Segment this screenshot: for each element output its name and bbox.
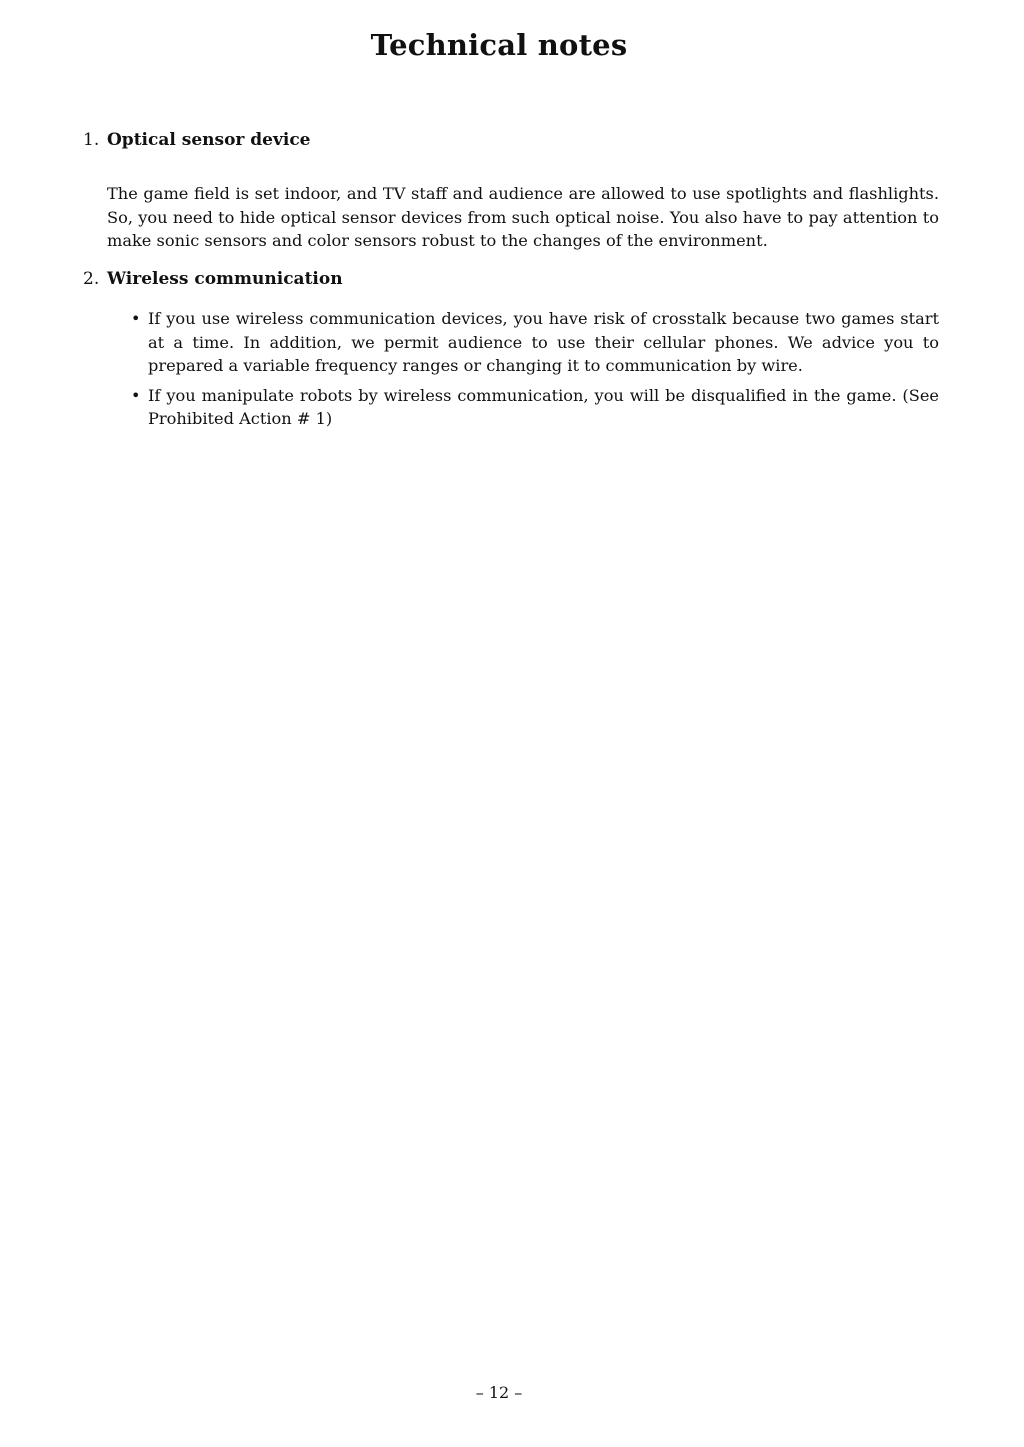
section-heading [83, 129, 939, 151]
section-number: 1. [83, 130, 100, 150]
bullet-list [83, 307, 939, 431]
section-wireless-communication [83, 268, 939, 437]
page-number: – 12 – [475, 1383, 523, 1402]
list-item-text: If you manipulate robots by wireless communication, you will be disqualified in the game. (See Prohibited Action # 1) [148, 385, 939, 428]
bullet-icon: • [131, 309, 141, 328]
section-paragraph: The game field is set indoor, and TV staff and audience are allowed to use spotlights and flashlights. So, you need to hide optical sensor devices from such optical noise. You also have to pay attention to make sonic sensors and color sensors robust to the changes of the environment. [107, 184, 939, 250]
section-title: Optical sensor device [107, 130, 311, 150]
section-optical-sensor [83, 129, 939, 253]
section-number: 2. [83, 269, 100, 289]
page-title: Technical notes [370, 28, 628, 62]
bullet-icon: • [131, 385, 141, 405]
section-title: Wireless communication [107, 269, 343, 289]
list-item-text: If you use wireless communication devices, you have risk of crosstalk because two games start at a time. In addition, we permit audience to use their cellular phones. We advice you to prepared a variable frequency ranges or changing it to communication by wire. [148, 309, 939, 375]
list-item [83, 384, 939, 431]
list-item [83, 307, 939, 378]
section-heading [83, 268, 939, 290]
